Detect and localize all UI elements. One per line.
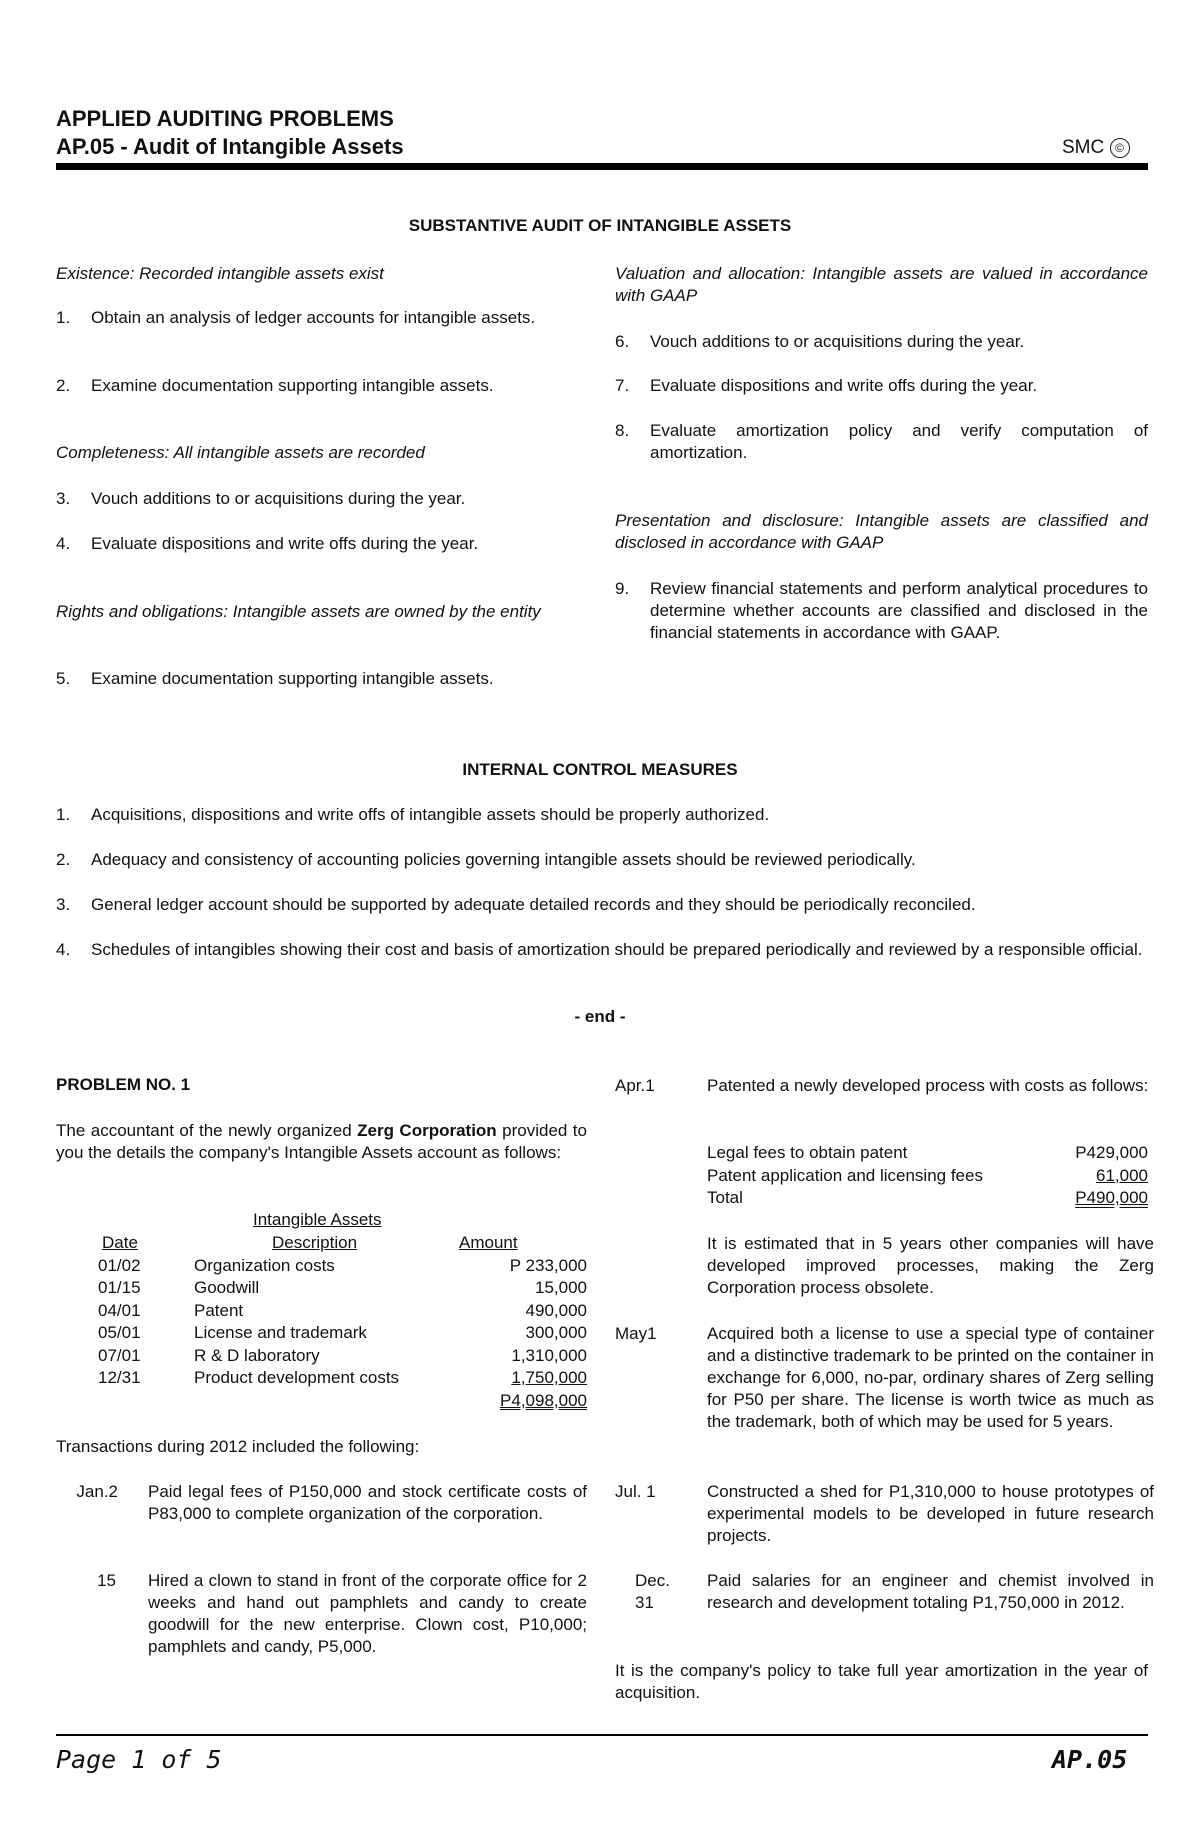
table-header-row [56, 1232, 587, 1255]
audit-step-9: 9. Review financial statements and perform analytical procedures to determine whether accounts are classified and disclosed in the financial statements in accordance with GAAP. [615, 579, 1148, 642]
audit-step-7: 7. Evaluate dispositions and write offs during the year. [615, 376, 1038, 395]
table-row: 05/01 License and trademark 300,000 [98, 1323, 587, 1342]
author-label [1062, 137, 1130, 159]
assertion-completeness: Completeness: All intangible assets are recorded [56, 443, 425, 462]
table-total: P4,098,000 [500, 1390, 587, 1410]
transactions-intro: Transactions during 2012 included the following: [56, 1437, 420, 1456]
doc-subtitle: AP.05 - Audit of Intangible Assets [56, 134, 404, 159]
doc-title: APPLIED AUDITING PROBLEMS [56, 106, 394, 131]
audit-step-1: 1. Obtain an analysis of ledger accounts for intangible assets. [56, 308, 536, 327]
footer-rule [56, 1734, 1148, 1736]
audit-step-6: 6. Vouch additions to or acquisitions during the year. [615, 332, 1025, 351]
header-description: Description [272, 1233, 358, 1252]
footer-code: AP.05 [1052, 1745, 1128, 1774]
audit-step-5: 5. Examine documentation supporting intangible assets. [56, 669, 494, 688]
audit-step-8: 8. Evaluate amortization policy and verify computation of amortization. [615, 421, 1148, 462]
control-item-4: 4. Schedules of intangibles showing their cost and basis of amortization should be prepared periodically and reviewed by a responsible official. [56, 940, 1143, 959]
patent-note: It is estimated that in 5 years other companies will have developed improved processes, making the Zerg Corporation process obsolete. [707, 1234, 1154, 1297]
header-amount: Amount [459, 1233, 518, 1252]
control-item-3: 3. General ledger account should be supported by adequate detailed records and they should be periodically reconciled. [56, 895, 976, 914]
transaction-jan15: 15 Hired a clown to stand in front of the corporate office for 2 weeks and hand out pamphlets and candy to create goodwill for the new enterprise. Clown cost, P10,000; pamphlets and candy, P5,000. [97, 1571, 587, 1656]
transaction-apr1: Apr.1 Patented a newly developed process with costs as follows: [615, 1076, 1149, 1095]
table-total-row [56, 1390, 587, 1413]
table-row: 01/02 Organization costs P 233,000 [98, 1255, 587, 1275]
control-item-1: 1. Acquisitions, dispositions and write offs of intangible assets should be properly authorized. [56, 805, 770, 824]
author-initials: SMC [1062, 137, 1105, 158]
assertion-rights: Rights and obligations: Intangible assets are owned by the entity [56, 602, 541, 621]
assertion-existence: Existence: Recorded intangible assets exist [56, 264, 384, 283]
author-copyright-mark: © [1110, 138, 1130, 158]
table-row: 01/15 Goodwill 15,000 [98, 1278, 587, 1297]
transaction-may1: May1 Acquired both a license to use a special type of container and a distinctive trademark to be printed on the container in exchange for 6,000, no-par, ordinary shares of Zerg selling for P50 per share. The license is worth twice as much as the trademark, both of which may be used for 5 years. [615, 1324, 1154, 1431]
header-date: Date [102, 1233, 138, 1252]
transaction-jul1: Jul. 1 Constructed a shed for P1,310,000 to house prototypes of experimental models to be developed in future research projects. [615, 1482, 1154, 1545]
problem-intro: The accountant of the newly organized Zerg Corporation provided to you the details the company's Intangible Assets account as follows: [56, 1121, 587, 1162]
end-marker: - end - [574, 1007, 626, 1026]
assertion-presentation: Presentation and disclosure: Intangible assets are classified and disclosed in accordance with GAAP [615, 511, 1148, 552]
substantive-heading: SUBSTANTIVE AUDIT OF INTANGIBLE ASSETS [408, 216, 792, 235]
audit-step-3: 3. Vouch additions to or acquisitions during the year. [56, 489, 466, 508]
company-name: Zerg Corporation [357, 1121, 497, 1140]
control-item-2: 2. Adequacy and consistency of accounting policies governing intangible assets should be reviewed periodically. [56, 850, 916, 869]
transaction-jan2: Jan.2 Paid legal fees of P150,000 and stock certificate costs of P83,000 to complete organization of the corporation. [76, 1482, 587, 1523]
header-rule [56, 163, 1148, 170]
table-row: 12/31 Product development costs 1,750,000 [98, 1368, 587, 1387]
problem-heading: PROBLEM NO. 1 [56, 1075, 191, 1094]
table-row: 07/01 R & D laboratory 1,310,000 [98, 1345, 587, 1365]
page-number: Page 1 of 5 [56, 1745, 222, 1774]
patent-costs: Legal fees to obtain patent P429,000 Patent application and licensing fees 61,000 Total P490,000 [707, 1143, 1148, 1207]
audit-step-4: 4. Evaluate dispositions and write offs during the year. [56, 534, 479, 553]
table-caption: Intangible Assets [253, 1210, 382, 1229]
table-row: 04/01 Patent 490,000 [98, 1300, 587, 1320]
controls-heading: INTERNAL CONTROL MEASURES [462, 760, 738, 779]
amortization-policy: It is the company's policy to take full year amortization in the year of acquisition. [615, 1661, 1148, 1702]
assertion-valuation: Valuation and allocation: Intangible assets are valued in accordance with GAAP [615, 264, 1148, 305]
transaction-dec31: Dec. 31 Paid salaries for an engineer and chemist involved in research and development totaling P1,750,000 in 2012. [635, 1571, 1154, 1612]
audit-step-2: 2. Examine documentation supporting intangible assets. [56, 376, 494, 395]
